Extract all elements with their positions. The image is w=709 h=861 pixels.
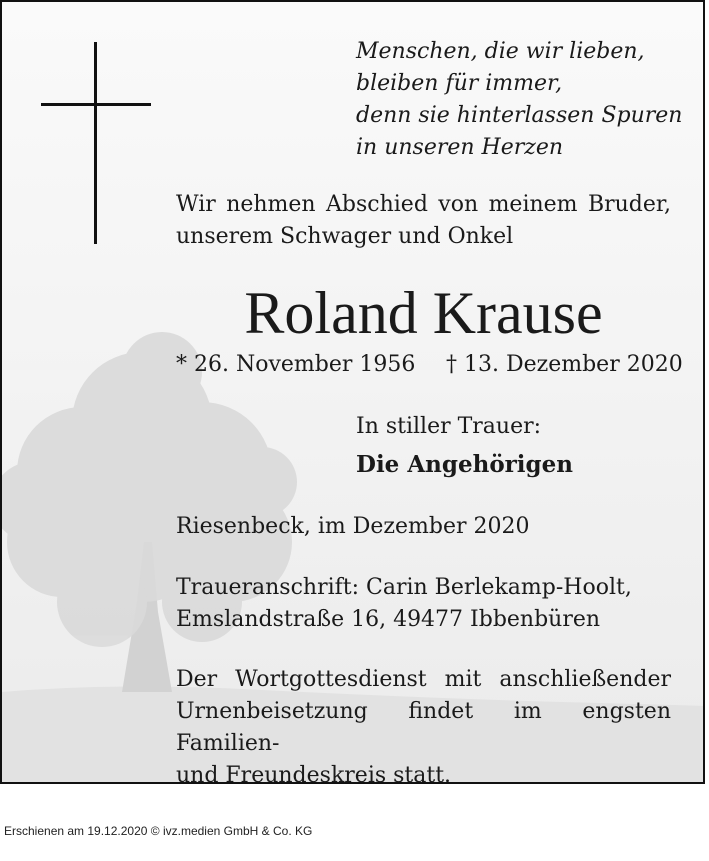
service-line: Der Wortgottesdienst mit anschließender <box>176 667 671 692</box>
deceased-name: Roland Krause <box>244 280 603 346</box>
address-line: Traueranschrift: Carin Berlekamp-Hoolt, <box>176 575 632 600</box>
publication-footer: Erschienen am 19.12.2020 © ivz.medien GmbH & Co. KG <box>4 824 313 838</box>
mourning-heading: In stiller Trauer: <box>356 414 542 439</box>
farewell-line: unserem Schwager und Onkel <box>176 224 514 249</box>
birth-date: * 26. November 1956 <box>176 352 416 377</box>
farewell-text <box>176 189 671 253</box>
death-date: † 13. Dezember 2020 <box>446 352 683 377</box>
cross-icon-bar <box>41 103 151 106</box>
service-info <box>176 664 671 784</box>
poem-line: in unseren Herzen <box>356 135 564 160</box>
condolence-address <box>176 572 632 636</box>
address-line: Emslandstraße 16, 49477 Ibbenbüren <box>176 607 601 632</box>
place-date: Riesenbeck, im Dezember 2020 <box>176 514 530 539</box>
poem-line: denn sie hinterlassen Spuren <box>356 103 683 128</box>
mourners-signature: Die Angehörigen <box>356 451 573 478</box>
cross-icon <box>94 42 97 244</box>
service-line: und Freundeskreis statt. <box>176 763 452 784</box>
poem-line: bleiben für immer, <box>356 71 563 96</box>
poem-line: Menschen, die wir lieben, <box>356 39 645 64</box>
farewell-line: Wir nehmen Abschied von meinem Bruder, <box>176 192 671 217</box>
poem <box>356 36 682 164</box>
service-line: Urnenbeisetzung findet im engsten Familien- <box>176 699 671 756</box>
